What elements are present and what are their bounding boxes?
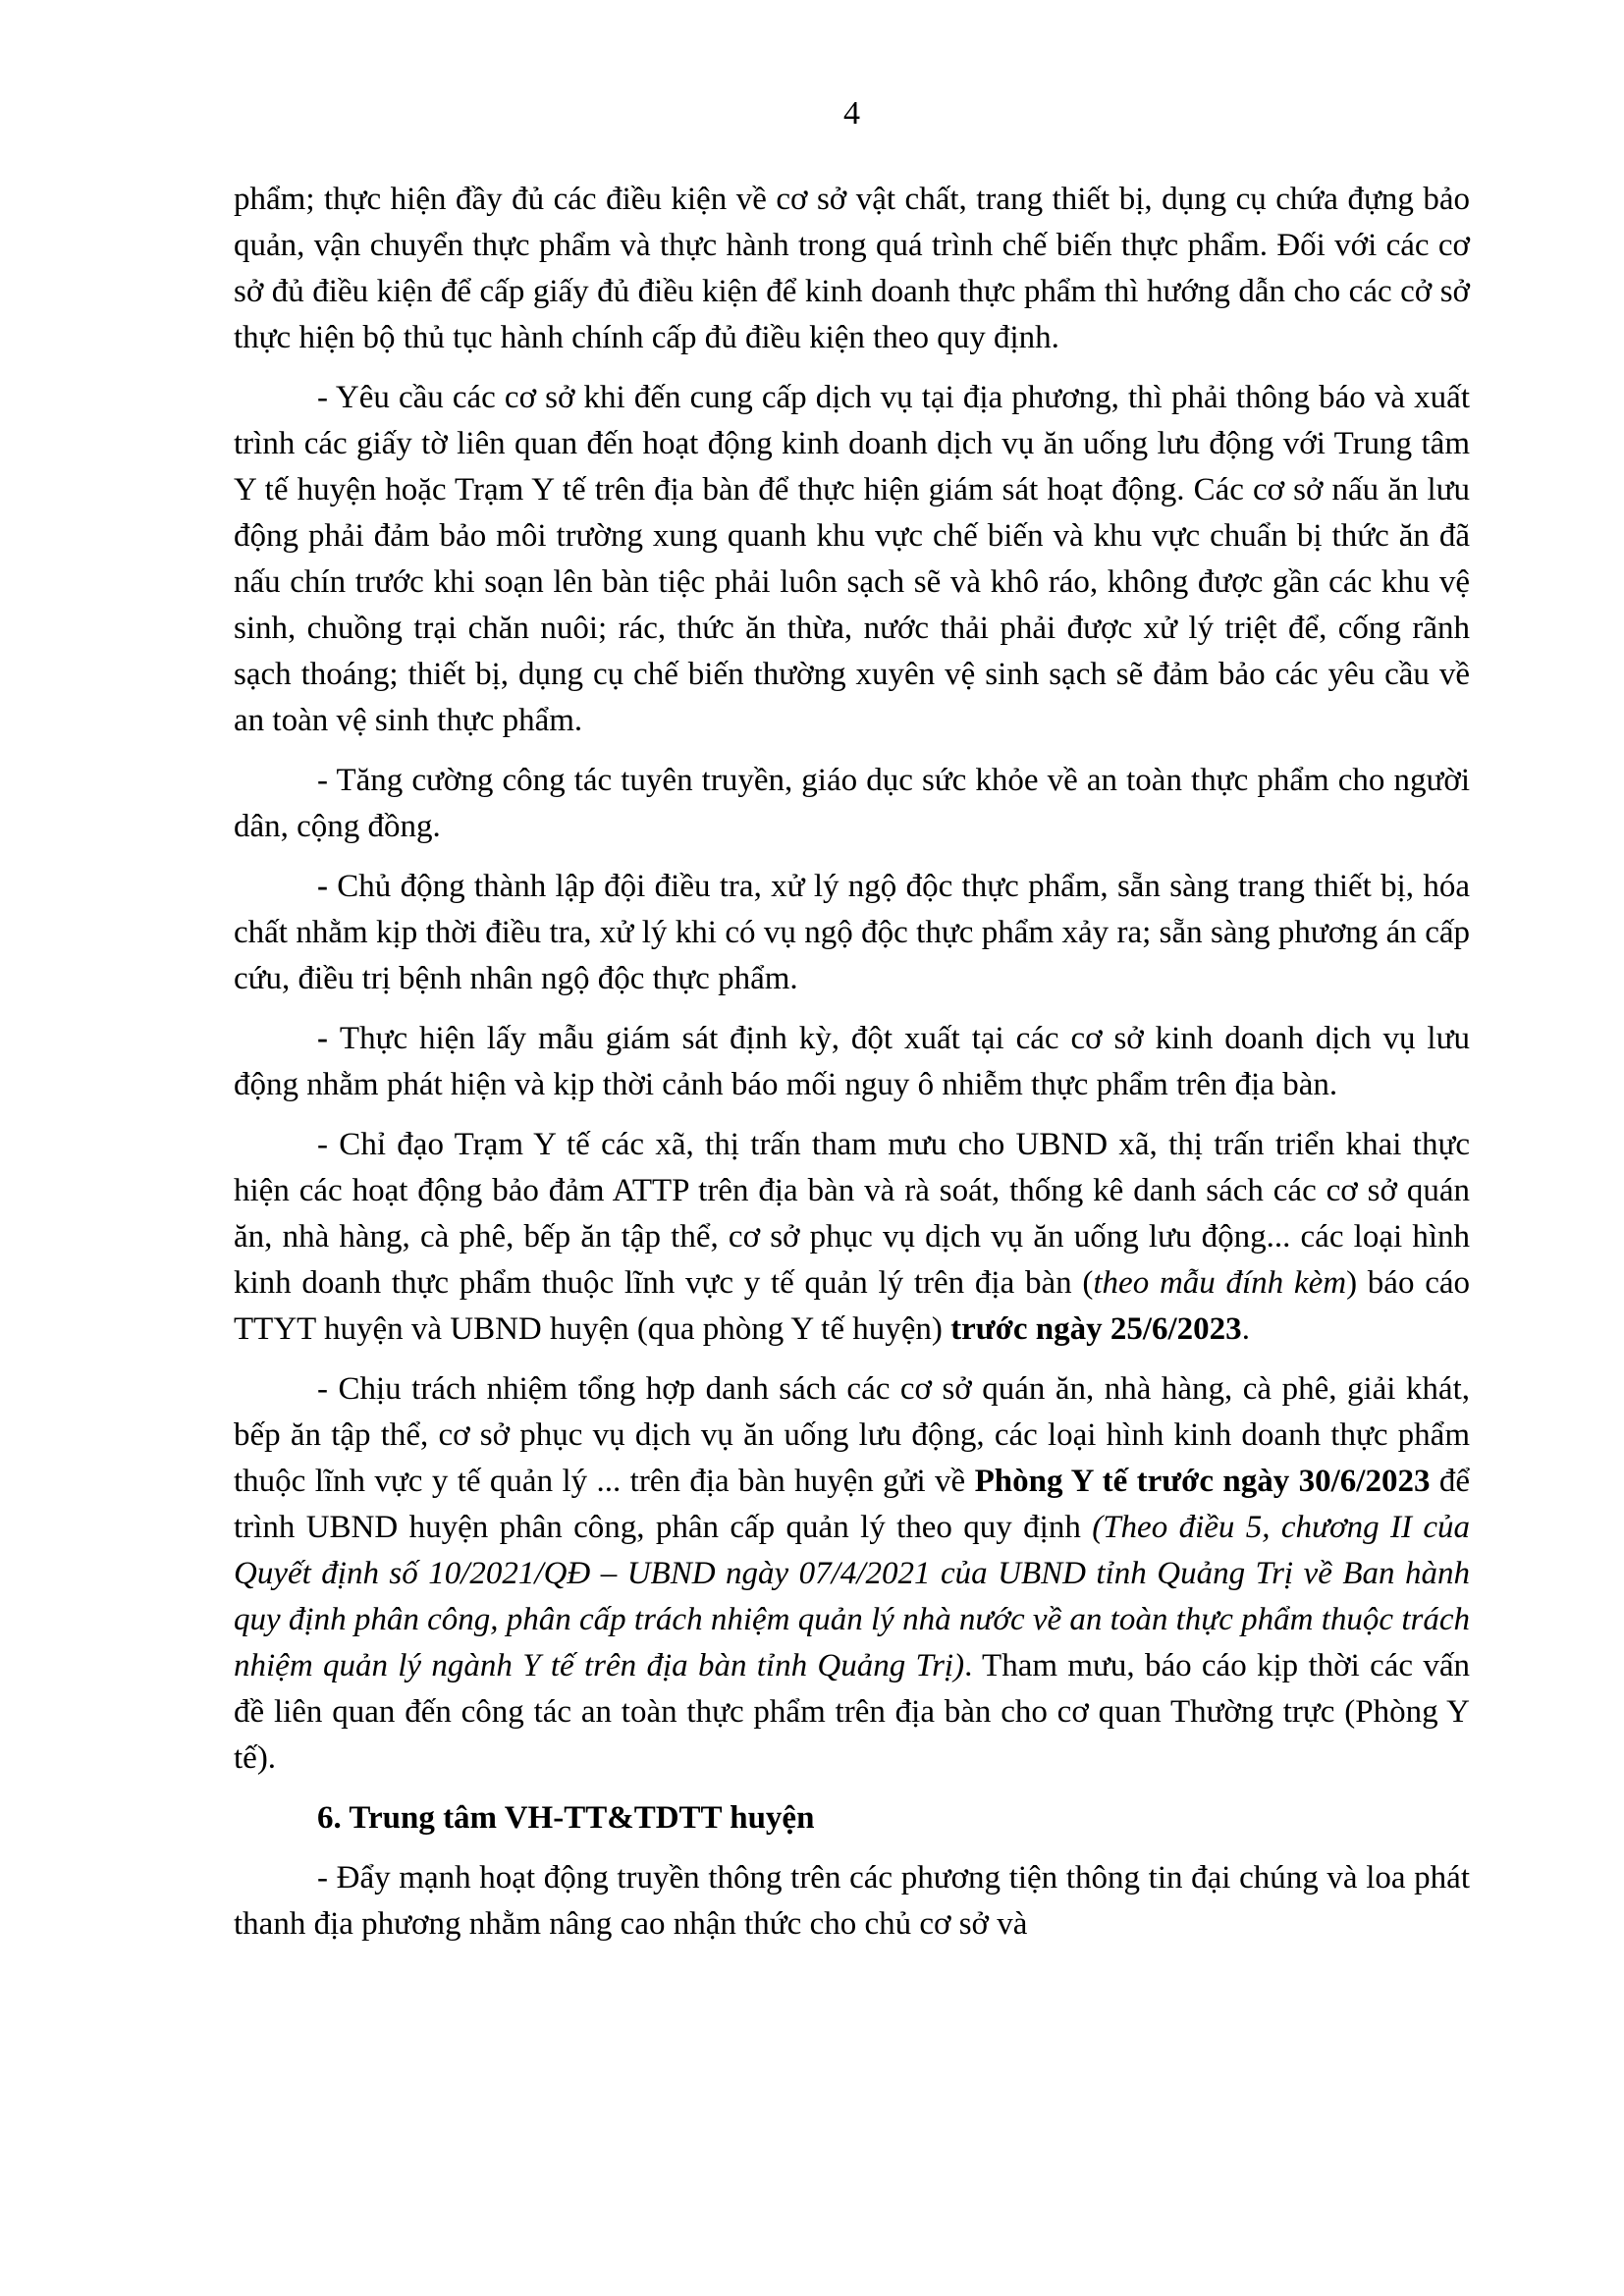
para-day-manh-truyen-thong bbox=[234, 1855, 1470, 1948]
para-tang-cuong-tuyen-truyen bbox=[234, 758, 1470, 850]
para-yeu-cau-cung-cap-dich-vu bbox=[234, 375, 1470, 744]
para-chu-dong-thanh-lap-doi-dieu-tra bbox=[234, 864, 1470, 1002]
text-run: trước ngày 25/6/2023 bbox=[950, 1311, 1242, 1347]
para-continuation-dieu-kien bbox=[234, 177, 1470, 361]
text-run: (Theo điều 5, chương II của Quyết định số 10/2021/QĐ – UBND ngày 07/4/2021 của UBND tỉnh Quảng Trị về Ban hành quy định phân công, phân cấp trách nhiệm quản lý nhà nước về an toàn thực phẩm thuộc trách nhiệm quản lý ngành Y tế trên địa bàn tỉnh Quảng Trị) bbox=[234, 1510, 1471, 1683]
text-run: . bbox=[1241, 1311, 1250, 1347]
text-run: - Chịu trách nhiệm tổng hợp danh sách các cơ sở quán ăn, nhà hàng, cà phê, giải khát, bếp ăn tập thể, cơ sở phục vụ dịch vụ ăn uống lưu động, các loại hình kinh doanh thực phẩm thuộc lĩnh vực y tế quản lý ... trên địa bàn huyện gửi về bbox=[234, 1371, 1470, 1499]
text-run: để trình UBND huyện phân công, phân cấp quản lý theo quy định bbox=[234, 1464, 1471, 1545]
text-run: Phòng Y tế trước ngày 30/6/2023 bbox=[974, 1464, 1431, 1499]
text-run: 6. Trung tâm VH-TT&TDTT huyện bbox=[317, 1800, 815, 1836]
para-chi-dao-tram-y-te bbox=[234, 1122, 1470, 1353]
text-run: - Đẩy mạnh hoạt động truyền thông trên các phương tiện thông tin đại chúng và loa phát thanh địa phương nhằm nâng cao nhận thức cho chủ cơ sở và bbox=[234, 1860, 1470, 1942]
text-run: - bbox=[317, 1021, 340, 1056]
text-run: ) báo cáo TTYT huyện và UBND huyện (qua phòng Y tế huyện) bbox=[234, 1265, 1470, 1347]
text-run: - Chỉ đạo Trạm Y tế các xã, thị trấn tham mưu cho UBND xã, thị trấn triển khai thực hiện các hoạt động bảo đảm ATTP trên địa bàn và rà soát, thống kê danh sách các cơ sở quán ăn, nhà hàng, cà phê, bếp ăn tập thể, cơ sở phục vụ dịch vụ ăn uống lưu động... các loại hình kinh doanh thực phẩm thuộc lĩnh vực y tế quản lý trên địa bàn ( bbox=[234, 1127, 1470, 1301]
para-chiu-trach-nhiem-tong-hop bbox=[234, 1366, 1470, 1782]
text-run: Thực hiện lấy mẫu giám sát định kỳ, đột xuất tại các cơ sở kinh doanh dịch vụ lưu động nhằm phát hiện và kịp thời cảnh báo mối nguy ô nhiễm thực phẩm trên địa bàn. bbox=[234, 1021, 1470, 1102]
text-run: . Tham mưu, báo cáo kịp thời các vấn đề liên quan đến công tác an toàn thực phẩm trên địa bàn cho cơ quan Thường trực (Phòng Y tế). bbox=[234, 1648, 1470, 1776]
page-number: 4 bbox=[843, 95, 860, 132]
document-body bbox=[234, 177, 1470, 1948]
text-run: - bbox=[317, 869, 338, 904]
text-run: - Tăng cường công tác tuyên truyền, giáo dục sức khỏe về an toàn thực phẩm cho người dân, cộng đồng. bbox=[234, 763, 1470, 844]
text-run: theo mẫu đính kèm bbox=[1093, 1265, 1347, 1301]
heading-section-6-trung-tam-vhtt-tdtt bbox=[234, 1795, 1470, 1842]
para-thuc-hien-lay-mau-giam-sat bbox=[234, 1016, 1470, 1108]
text-run: phẩm; thực hiện đầy đủ các điều kiện về cơ sở vật chất, trang thiết bị, dụng cụ chứa đựng bảo quản, vận chuyển thực phẩm và thực hành trong quá trình chế biến thực phẩm. Đối với các cơ sở đủ điều kiện để cấp giấy đủ điều kiện để kinh doanh thực phẩm thì hướng dẫn cho các cở sở thực hiện bộ thủ tục hành chính cấp đủ điều kiện theo quy định. bbox=[234, 182, 1470, 355]
text-run: Chủ động thành lập đội điều tra, xử lý ngộ độc thực phẩm, sẵn sàng trang thiết bị, hóa chất nhằm kịp thời điều tra, xử lý khi có vụ ngộ độc thực phẩm xảy ra; sẵn sàng phương án cấp cứu, điều trị bệnh nhân ngộ độc thực phẩm. bbox=[234, 869, 1470, 996]
text-run: - Yêu cầu các cơ sở khi đến cung cấp dịch vụ tại địa phương, thì phải thông báo và xuất trình các giấy tờ liên quan đến hoạt động kinh doanh dịch vụ ăn uống lưu động với Trung tâm Y tế huyện hoặc Trạm Y tế trên địa bàn để thực hiện giám sát hoạt động. Các cơ sở nấu ăn lưu động phải đảm bảo môi trường xung quanh khu vực chế biến và khu vực chuẩn bị thức ăn đã nấu chín trước khi soạn lên bàn tiệc phải luôn sạch sẽ và khô ráo, không được gần các khu vệ sinh, chuồng trại chăn nuôi; rác, thức ăn thừa, nước thải phải được xử lý triệt để, cống rãnh sạch thoáng; thiết bị, dụng cụ chế biến thường xuyên vệ sinh sạch sẽ đảm bảo các yêu cầu về an toàn vệ sinh thực phẩm. bbox=[234, 380, 1470, 738]
